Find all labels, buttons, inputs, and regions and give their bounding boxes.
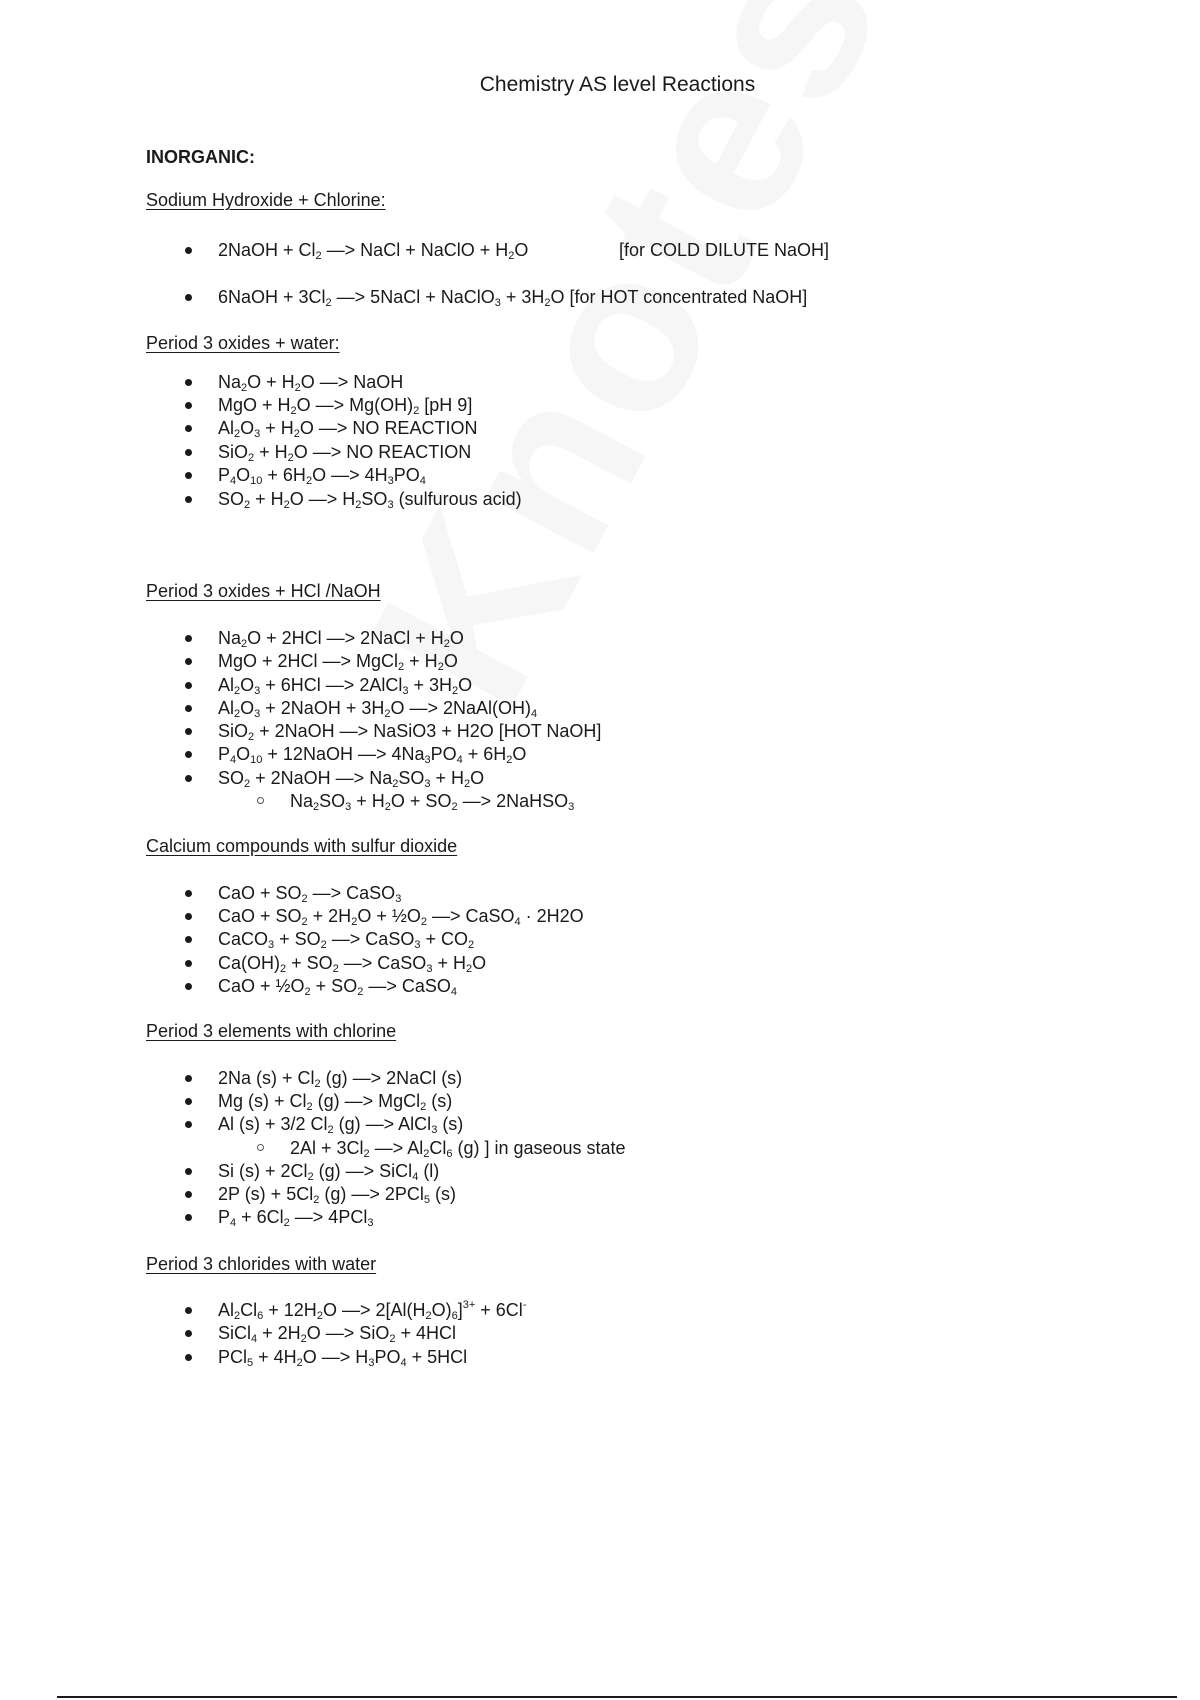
equation-item: $Al_2O_3 + 6HCl$ —> 2AlCl$_3$ + $3H_2O$ bbox=[218, 675, 473, 697]
footer-rule bbox=[57, 1696, 1177, 1698]
equation-item: $Na_2O + H_2O$ —> NaOH bbox=[218, 372, 404, 394]
section-heading-oxides-water: Period 3 oxides + water: bbox=[146, 333, 340, 353]
equation-item: CaCO$_3$ + $SO_2$ —> CaSO$_3$ + $CO_2$ bbox=[218, 929, 475, 951]
equation-item: 2P $(s) + 5Cl_2$ (g) —> 2PCl$_5$ (s) bbox=[218, 1184, 456, 1206]
equation-item: Mg $(s) + Cl_2$ (g) —> MgCl$_2$ (s) bbox=[218, 1091, 453, 1113]
section-heading-chlorides-water: Period 3 chlorides with water bbox=[146, 1254, 377, 1274]
equation-subitem: $2Al + 3Cl_2$ —> $Al_2Cl_6$ (g) ] in gaseous state bbox=[290, 1138, 626, 1160]
equation-item: CaO + $SO_2$ —> CaSO$_3$ bbox=[218, 883, 402, 905]
equation-item: MgO + $H_2O$ —> $Mg(OH)_2$ [pH 9] bbox=[218, 395, 473, 417]
section-heading-naoh-chlorine: Sodium Hydroxide + Chlorine: bbox=[146, 190, 386, 210]
document-title: Chemistry AS level Reactions bbox=[479, 73, 756, 96]
section-heading-calcium-so2: Calcium compounds with sulfur dioxide bbox=[146, 836, 458, 856]
equation-item: CaO + $SO_2 + 2H_2O$ + $\frac{1}{2}O_2$ —> CaSO$_4$ · 2H2O bbox=[218, 906, 584, 928]
equation-item: MgO + 2HCl —> MgCl$_2$ + $H_2O$ bbox=[218, 651, 458, 673]
equation-item: $P_4O_{10}$ + 12NaOH —> $4Na_3PO_4 + 6H_2O$ bbox=[218, 744, 527, 766]
equation-item: $Al_2O_3$ + 2NaOH + $3H_2O$ —> $2NaAl(OH)_4$ bbox=[218, 698, 538, 720]
equation-item: 6NaOH + $3Cl_2$ —> 5NaCl + NaClO$_3$ + $3H_2O$ [for HOT concentrated NaOH] bbox=[218, 287, 808, 309]
section-heading-oxides-hcl-naoh: Period 3 oxides + HCl /NaOH bbox=[146, 581, 381, 601]
equation-note: [for COLD DILUTE NaOH] bbox=[619, 240, 830, 260]
equation-item: $Na_2O + 2HCl$ —> 2NaCl + $H_2O$ bbox=[218, 628, 464, 650]
equation-item: $PCl_5 + 4H_2O$ —> $H_3PO_4 + 5HCl$ bbox=[218, 1347, 468, 1369]
equation-item: $Ca(OH)_2 + SO_2$ —> CaSO$_3$ + $H_2O$ bbox=[218, 953, 487, 975]
equation-subitem: $Na_2SO_3 + H_2O + SO_2$ —> 2NaHSO$_3$ bbox=[290, 791, 575, 813]
equation-item: Al (s) + 3/2 $Cl_2$ (g) —> AlCl$_3$ (s) bbox=[218, 1114, 464, 1136]
equation-item: $P_4O_{10} + 6H_2O$ —> $4H_3PO_4$ bbox=[218, 465, 426, 487]
equation-item: CaO + $\frac{1}{2}O_2 + SO_2$ —> CaSO$_4$ bbox=[218, 976, 457, 998]
equation-item: $SO_2$ + 2NaOH —> $Na_2SO_3 + H_2O$ bbox=[218, 768, 485, 790]
main-heading: INORGANIC: bbox=[146, 147, 255, 167]
equation-item: $SO_2 + H_2O$ —> $H_2SO_3$ (sulfurous acid) bbox=[218, 489, 522, 511]
section-heading-elements-chlorine: Period 3 elements with chlorine bbox=[146, 1021, 397, 1041]
equation-item: $P_4 + 6Cl_2$ —> 4PCl$_3$ bbox=[218, 1207, 374, 1229]
equation-item: 2NaOH + $Cl_2$ —> NaCl + NaClO + $H_2O$ bbox=[218, 240, 529, 262]
equation-item: SiO$_2$ + 2NaOH —> NaSiO3 + H2O [HOT NaOH] bbox=[218, 721, 602, 743]
equation-item: $SiO_2 + H_2O$ —> NO REACTION bbox=[218, 442, 472, 464]
equation-item: 2Na $(s) + Cl_2$ (g) —> 2NaCl (s) bbox=[218, 1068, 463, 1090]
equation-item: $Al_2Cl_6 + 12H_2O$ —> $2[Al(H_2O)_6]^{3+} + 6Cl^-$ bbox=[218, 1299, 527, 1322]
equation-item: Si $(s) + 2Cl_2$ (g) —> SiCl$_4$ (l) bbox=[218, 1161, 440, 1183]
equation-item: $Al_2O_3 + H_2O$ —> NO REACTION bbox=[218, 418, 478, 440]
equation-item: SiCl$_4$ + $2H_2O$ —> SiO$_2$ + 4HCl bbox=[218, 1323, 456, 1345]
